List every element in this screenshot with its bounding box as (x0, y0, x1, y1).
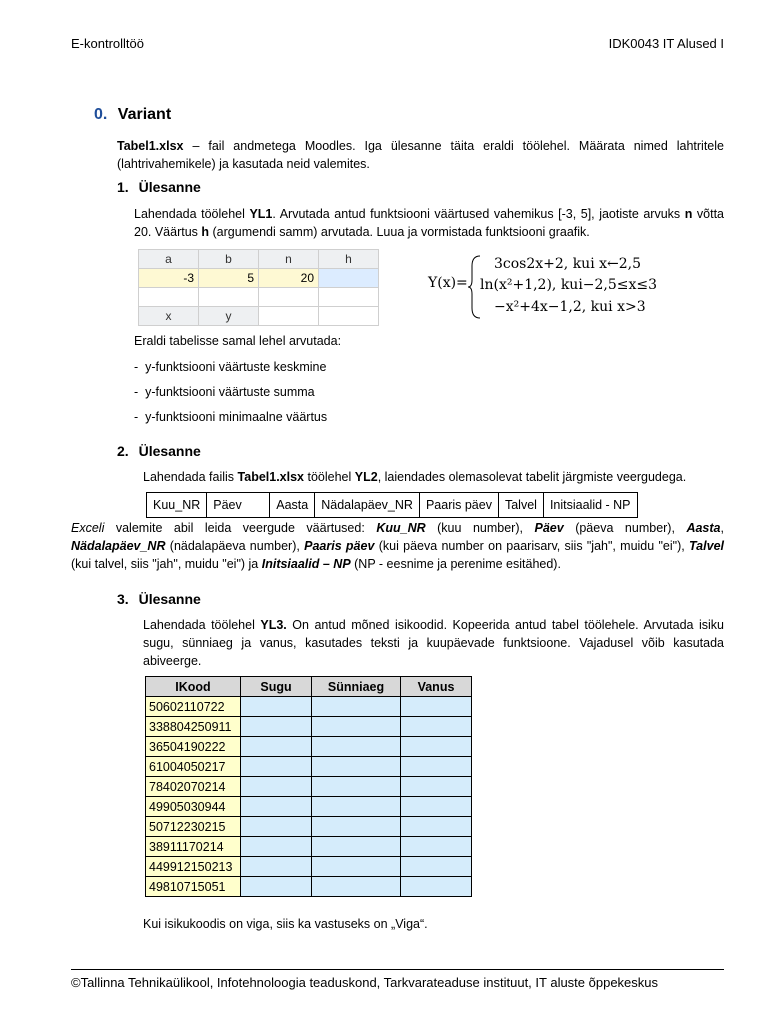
sugu-cell[interactable] (241, 837, 312, 857)
ikood-cell[interactable]: 49810715051 (146, 877, 241, 897)
t2-col-paev: Päev (207, 493, 270, 518)
t1-header-a: a (139, 250, 199, 269)
ikood-cell[interactable]: 50712230215 (146, 817, 241, 837)
task1-input-table (138, 249, 379, 326)
intro-file: Tabel1.xlsx (117, 139, 184, 153)
t3-header-sugu: Sugu (241, 677, 312, 697)
ikood-cell[interactable]: 36504190222 (146, 737, 241, 757)
sugu-cell[interactable] (241, 697, 312, 717)
task3-title: Ülesanne (138, 591, 201, 607)
table-row (146, 717, 472, 737)
task1-extra-list (134, 355, 327, 430)
sugu-cell[interactable] (241, 777, 312, 797)
task2-heading (117, 443, 201, 459)
sugu-cell[interactable] (241, 817, 312, 837)
vanus-cell[interactable] (401, 777, 472, 797)
header-left: E-kontrolltöö (71, 36, 144, 51)
t2-col-init: Initsiaalid - NP (543, 493, 637, 518)
t2-col-paaris: Paaris päev (419, 493, 498, 518)
task1-text-d: (argumendi samm) arvutada. Luua ja vormistada funktsiooni graafik. (209, 225, 590, 239)
vanus-cell[interactable] (401, 697, 472, 717)
task2-description: Lahendada failis Tabel1.xlsx töölehel YL2, laiendades olemasolevat tabelit järgmiste veergudega. (143, 470, 687, 484)
t1-empty-cell[interactable] (139, 288, 199, 307)
formula-line2: ln(x²+1,2), kui−2,5≤x≤3 (480, 277, 658, 293)
synniaeg-cell[interactable] (312, 817, 401, 837)
sugu-cell[interactable] (241, 857, 312, 877)
synniaeg-cell[interactable] (312, 877, 401, 897)
list-item: - y-funktsiooni väärtuste summa (134, 385, 315, 399)
task1-description (134, 205, 724, 241)
t2-col-kuu: Kuu_NR (147, 493, 207, 518)
table-row (146, 777, 472, 797)
task2-columns-table (146, 492, 638, 518)
task3-heading (117, 591, 201, 607)
task2-explanation: Exceli valemite abil leida veergude väärtused: Kuu_NR (kuu number), Päev (päeva number), Aasta, Nädalapäev_NR (nädalapäeva number), Paaris päev (kui päeva number on paarisarv, siis "jah", muidu "ei"), Talvel (kui talvel, siis "jah", muidu "ei") ja Initsiaalid – NP (NP - eesnime ja perenime esitähed). (71, 521, 724, 571)
synniaeg-cell[interactable] (312, 717, 401, 737)
t1-value-h[interactable] (319, 269, 379, 288)
task1-extra-intro: Eraldi tabelisse samal lehel arvutada: (134, 334, 342, 348)
t1-empty-cell[interactable] (319, 307, 379, 326)
t1-empty-cell[interactable] (319, 288, 379, 307)
sugu-cell[interactable] (241, 737, 312, 757)
task1-title: Ülesanne (138, 179, 201, 195)
ikood-cell[interactable]: 338804250911 (146, 717, 241, 737)
variant-heading (94, 106, 171, 124)
t1-header-y: y (199, 307, 259, 326)
t1-empty-cell[interactable] (259, 288, 319, 307)
table-row (146, 757, 472, 777)
sugu-cell[interactable] (241, 797, 312, 817)
t1-header-n: n (259, 250, 319, 269)
task3-number: 3. (117, 591, 129, 607)
table-row (146, 857, 472, 877)
vanus-cell[interactable] (401, 737, 472, 757)
ikood-cell[interactable]: 449912150213 (146, 857, 241, 877)
table-row (146, 817, 472, 837)
table-row (146, 697, 472, 717)
ikood-cell[interactable]: 61004050217 (146, 757, 241, 777)
task1-heading (117, 179, 201, 195)
ikood-cell[interactable]: 38911170214 (146, 837, 241, 857)
footer-text: ©Tallinna Tehnikaülikool, Infotehnoloogia teaduskond, Tarkvarateaduse instituut, IT aluste õppekeskus (71, 975, 659, 990)
ikood-cell[interactable]: 50602110722 (146, 697, 241, 717)
t1-empty-cell[interactable] (199, 288, 259, 307)
vanus-cell[interactable] (401, 837, 472, 857)
task3-ikood-table (145, 676, 472, 897)
t1-header-x: x (139, 307, 199, 326)
synniaeg-cell[interactable] (312, 857, 401, 877)
vanus-cell[interactable] (401, 757, 472, 777)
task3-description: Lahendada töölehel YL3. On antud mõned isikoodid. Kopeerida antud tabel töölehele. Arvutada isiku sugu, sünniaeg ja vanus, kasutades teksti ja kuupäevade funktsioone. Vajadusel võib kasutada abiveerge. (143, 618, 724, 668)
header-right: IDK0043 IT Alused I (608, 36, 724, 51)
synniaeg-cell[interactable] (312, 777, 401, 797)
formula-line1: 3cos2x+2, kui x←2,5 (494, 256, 642, 272)
synniaeg-cell[interactable] (312, 697, 401, 717)
task1-text-c: võtta 20. Väärtus (134, 207, 725, 239)
vanus-cell[interactable] (401, 877, 472, 897)
task1-text-b: . Arvutada antud funktsiooni väärtused vahemikus [-3, 5], jaotiste arvuks (272, 207, 685, 221)
task1-number: 1. (117, 179, 129, 195)
list-item: - y-funktsiooni minimaalne väärtus (134, 410, 328, 424)
t3-header-ikood: IKood (146, 677, 241, 697)
sugu-cell[interactable] (241, 757, 312, 777)
intro-paragraph (117, 137, 724, 173)
synniaeg-cell[interactable] (312, 797, 401, 817)
task1-n: n (684, 207, 693, 221)
list-item: - y-funktsiooni väärtuste keskmine (134, 360, 327, 374)
vanus-cell[interactable] (401, 797, 472, 817)
synniaeg-cell[interactable] (312, 837, 401, 857)
synniaeg-cell[interactable] (312, 737, 401, 757)
table-row (146, 797, 472, 817)
task1-text-a: Lahendada töölehel (134, 207, 250, 221)
t2-col-talvel: Talvel (498, 493, 543, 518)
t1-value-a[interactable]: -3 (139, 269, 199, 288)
sugu-cell[interactable] (241, 877, 312, 897)
intro-text: – fail andmetega Moodles. Iga ülesanne täita eraldi töölehel. Määrata nimed lahtritele (lahtrivahemikele) ja kasutada neid valemites. (117, 139, 724, 171)
ikood-cell[interactable]: 78402070214 (146, 777, 241, 797)
footer-divider (71, 969, 724, 970)
table-row (146, 877, 472, 897)
task3-note: Kui isikukoodis on viga, siis ka vastuseks on „Viga“. (143, 917, 428, 931)
synniaeg-cell[interactable] (312, 757, 401, 777)
t1-header-b: b (199, 250, 259, 269)
vanus-cell[interactable] (401, 817, 472, 837)
vanus-cell[interactable] (401, 857, 472, 877)
task2-title: Ülesanne (138, 443, 201, 459)
task2-number: 2. (117, 443, 129, 459)
formula-lhs: Y(x)= (428, 275, 468, 291)
t1-empty-cell[interactable] (259, 307, 319, 326)
table-row (146, 737, 472, 757)
ikood-cell[interactable]: 49905030944 (146, 797, 241, 817)
task1-h: h (201, 225, 210, 239)
task1-sheet: YL1 (249, 207, 273, 221)
t2-col-aasta: Aasta (270, 493, 315, 518)
t1-value-n[interactable]: 20 (259, 269, 319, 288)
t1-header-h: h (319, 250, 379, 269)
t3-header-synniaeg: Sünniaeg (312, 677, 401, 697)
sugu-cell[interactable] (241, 717, 312, 737)
variant-number: 0. (94, 106, 108, 123)
table-row (146, 837, 472, 857)
t3-header-vanus: Vanus (401, 677, 472, 697)
t2-col-ndl: Nädalapäev_NR (315, 493, 420, 518)
vanus-cell[interactable] (401, 717, 472, 737)
t1-value-b[interactable]: 5 (199, 269, 259, 288)
variant-label: Variant (117, 106, 172, 123)
formula-line3: −x²+4x−1,2, kui x>3 (494, 299, 646, 315)
